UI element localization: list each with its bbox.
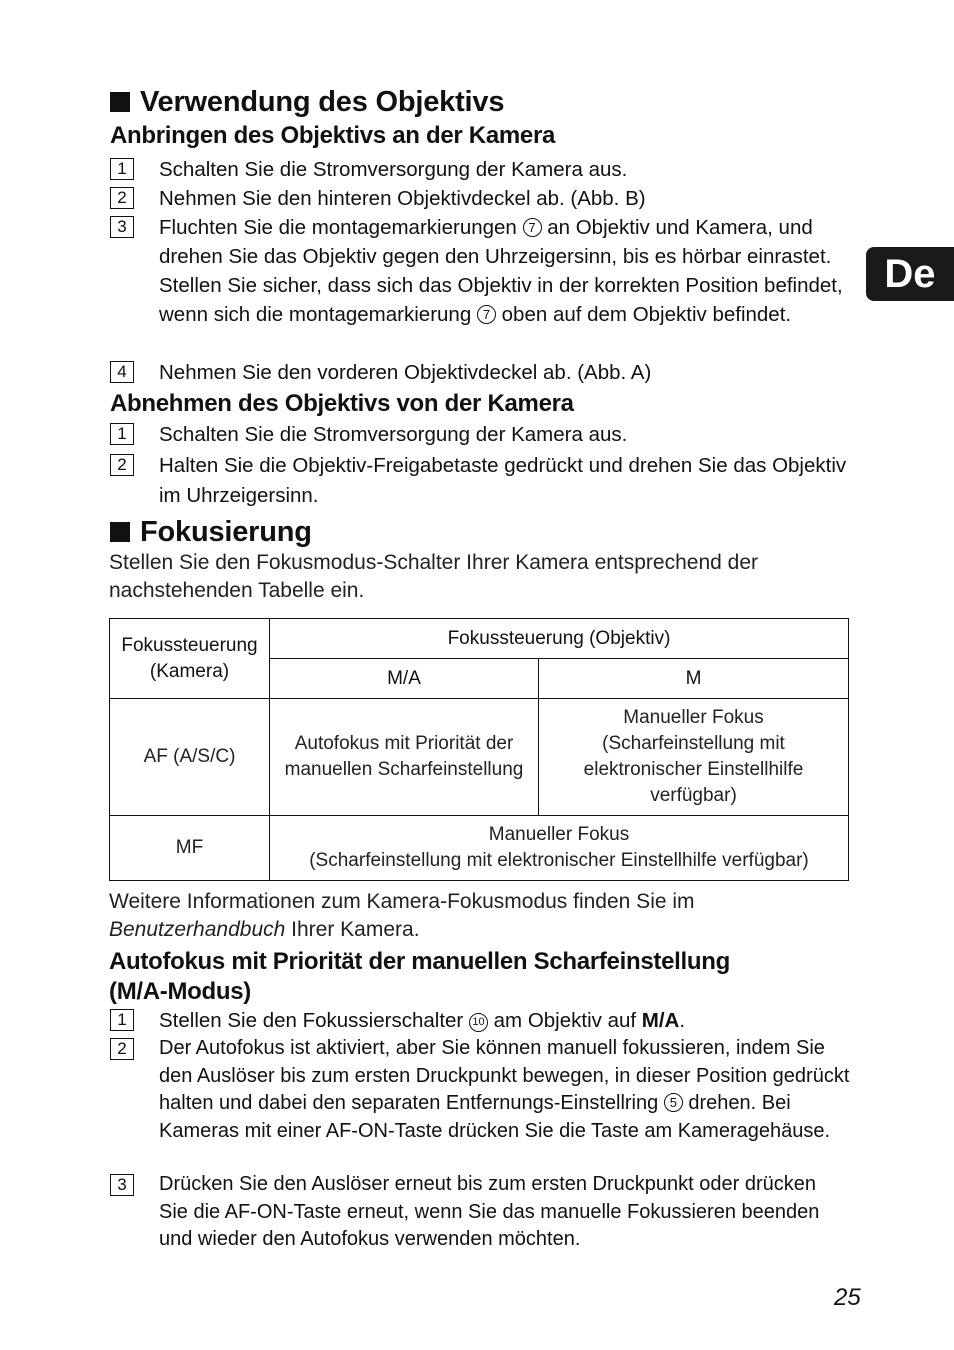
step-text: Nehmen Sie den hinteren Objektivdeckel ab. (Abb. B) <box>159 187 646 210</box>
callout-number-icon: 7 <box>523 218 542 237</box>
table-cell-af-ma: Autofokus mit Priorität der manuellen Scharfeinstellung <box>270 699 539 816</box>
step-text-part: Fluchten Sie die montagemarkierungen <box>159 216 517 239</box>
table-corner-line: Fokussteuerung <box>121 634 258 656</box>
table-row-af-label: AF (A/S/C) <box>110 699 270 816</box>
focus-mode-table <box>109 618 849 881</box>
language-tab: De <box>866 247 954 301</box>
step-number: 3 <box>110 1174 134 1196</box>
step-text <box>159 213 850 329</box>
step-text-part: Stellen Sie den Fokussierschalter <box>159 1009 464 1032</box>
table-corner-header <box>110 619 270 699</box>
step-attach-1 <box>110 155 850 184</box>
callout-number-icon: 5 <box>664 1093 683 1112</box>
section-title-focusing <box>110 516 312 549</box>
step-attach-2 <box>110 184 850 213</box>
step-number: 1 <box>110 423 134 445</box>
subsection-title-line: (M/A-Modus) <box>109 978 251 1005</box>
step-text-part: drehen. Bei Kameras mit einer AF-ON-Taste drücken Sie die Taste am Kameragehäuse. <box>159 1092 831 1142</box>
step-detach-2 <box>110 451 850 511</box>
step-text <box>159 1035 850 1145</box>
table-col-ma: M/A <box>270 659 539 699</box>
note-text: Weitere Informationen zum Kamera-Fokusmodus finden Sie im <box>109 890 695 913</box>
step-attach-4 <box>110 358 850 387</box>
step-text: Nehmen Sie den vorderen Objektivdeckel ab. (Abb. A) <box>159 361 652 384</box>
focus-intro: Stellen Sie den Fokusmodus-Schalter Ihrer Kamera entsprechend der nachstehenden Tabelle ein. <box>109 551 759 602</box>
step-text-part: Der Autofokus ist aktiviert, aber Sie können manuell fokussieren, indem Sie den Auslöser bis zum ersten Druckpunkt bewegen, in dieser Position gedrückt halten und dabei den separaten Entfernungs-Einstellring <box>159 1037 850 1114</box>
section-square-icon <box>110 92 130 112</box>
step-text-part: . <box>679 1009 686 1032</box>
step-ma-3 <box>110 1171 850 1254</box>
step-number: 2 <box>110 187 134 209</box>
section-square-icon <box>110 522 130 542</box>
table-corner-line: (Kamera) <box>149 660 230 682</box>
subsection-title-ma-mode <box>109 947 869 1007</box>
mode-label: M/A <box>641 1009 680 1032</box>
section-title-lens-use <box>110 86 504 119</box>
step-ma-2 <box>110 1035 850 1145</box>
step-text-part: am Objektiv auf <box>493 1009 637 1032</box>
section-title-text: Verwendung des Objektivs <box>140 86 505 118</box>
step-text-part: oben auf dem Objektiv befindet. <box>501 303 792 326</box>
step-number: 4 <box>110 361 134 383</box>
callout-number-icon: 7 <box>477 305 496 324</box>
table-cell-line: Manueller Fokus <box>488 824 630 845</box>
manual-title: Benutzerhandbuch <box>109 918 286 941</box>
step-text <box>159 1006 850 1035</box>
step-number: 3 <box>110 216 134 238</box>
table-col-m: M <box>539 659 849 699</box>
step-text: Halten Sie die Objektiv-Freigabetaste gedrückt und drehen Sie das Objektiv im Uhrzeigersinn. <box>159 454 847 507</box>
step-ma-1 <box>110 1006 850 1035</box>
step-attach-3 <box>110 213 850 329</box>
step-number: 2 <box>110 1038 134 1060</box>
focus-note <box>109 888 849 944</box>
subsection-title-line: Autofokus mit Priorität der manuellen Scharfeinstellung <box>109 948 730 975</box>
table-row-mf-label: MF <box>110 816 270 881</box>
table-lens-header: Fokussteuerung (Objektiv) <box>270 619 849 659</box>
table-cell-line: (Scharfeinstellung mit elektronischer Einstellhilfe verfügbar) <box>309 850 809 871</box>
step-number: 1 <box>110 1009 134 1031</box>
step-text: Schalten Sie die Stromversorgung der Kamera aus. <box>159 423 628 446</box>
step-text-part: an Objektiv und Kamera, und drehen Sie das Objektiv gegen den Uhrzeigersinn, bis es hörbar einrastet. Stellen Sie sicher, dass sich das Objektiv in der korrekten Position befindet, wenn sich die montagemarkierung <box>159 216 843 326</box>
step-detach-1 <box>110 420 850 449</box>
table-cell-mf <box>270 816 849 881</box>
step-number: 1 <box>110 158 134 180</box>
table-cell-af-m: Manueller Fokus (Scharfeinstellung mit elektronischer Einstellhilfe verfügbar) <box>539 699 849 816</box>
section-title-text: Fokusierung <box>140 516 312 548</box>
step-number: 2 <box>110 454 134 476</box>
note-text: Ihrer Kamera. <box>291 918 420 941</box>
subsection-title-attach: Anbringen des Objektivs an der Kamera <box>110 122 556 149</box>
step-text: Drücken Sie den Auslöser erneut bis zum ersten Druckpunkt oder drücken Sie die AF-ON-Taste erneut, wenn Sie das manuelle Fokussieren beenden und wieder den Autofokus verwenden möchten. <box>159 1173 820 1250</box>
callout-number-icon: 10 <box>469 1013 488 1032</box>
page-number: 25 <box>834 1284 861 1311</box>
subsection-title-detach: Abnehmen des Objektivs von der Kamera <box>110 390 574 417</box>
step-text: Schalten Sie die Stromversorgung der Kamera aus. <box>159 158 628 181</box>
